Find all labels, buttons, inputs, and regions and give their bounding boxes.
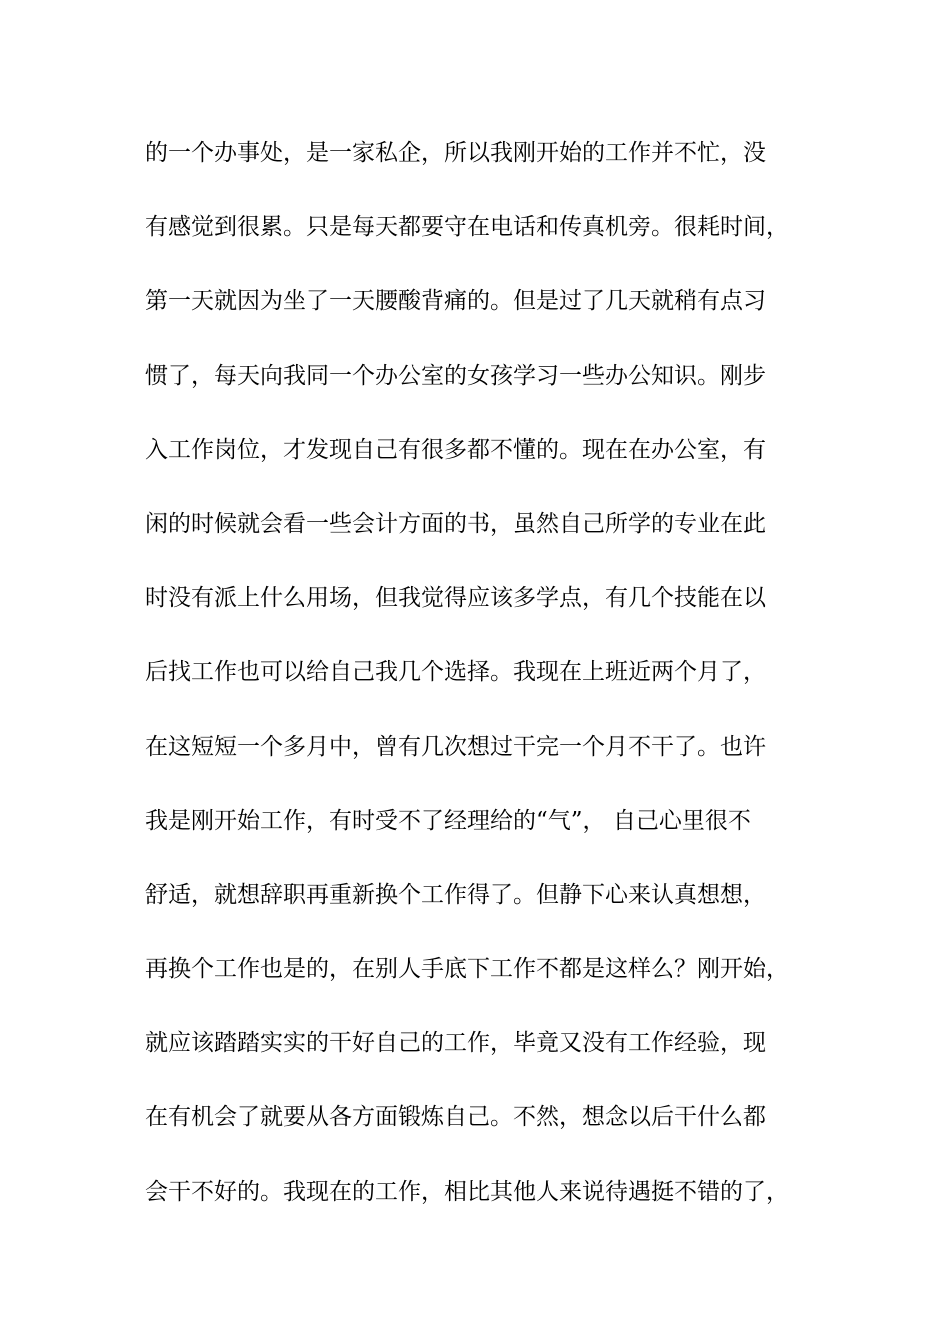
text-line: 会干不好的。我现在的工作，相比其他人来说待遇挺不错的了， [145,1178,789,1205]
text-line: 惯了，每天向我同一个办公室的女孩学习一些办公知识。刚步 [145,362,766,389]
text-line: 的一个办事处，是一家私企，所以我刚开始的工作并不忙，没 [145,140,766,166]
text-line: 第一天就因为坐了一天腰酸背痛的。但是过了几天就稍有点习 [145,288,766,315]
text-line: 舒适，就想辞职再重新换个工作得了。但静下心来认真想想， [145,881,766,908]
text-line: 再换个工作也是的，在别人手底下工作不都是这样么？刚开始， [145,956,789,983]
text-line: 后找工作也可以给自己我几个选择。我现在上班近两个月了， [145,659,766,686]
text-line: 在有机会了就要从各方面锻炼自己。不然，想念以后干什么都 [145,1104,766,1131]
text-line: 入工作岗位，才发现自己有很多都不懂的。现在在办公室，有 [145,436,766,463]
text-line: 就应该踏踏实实的干好自己的工作，毕竟又没有工作经验，现 [145,1030,766,1057]
text-line: 时没有派上什么用场，但我觉得应该多学点，有几个技能在以 [145,585,766,612]
text-line: 闲的时候就会看一些会计方面的书，虽然自己所学的专业在此 [145,510,766,537]
body-text [145,131,835,1244]
text-line: 我是刚开始工作，有时受不了经理给的“气”， 自己心里很不 [145,807,751,834]
text-line: 有感觉到很累。只是每天都要守在电话和传真机旁。很耗时间， [145,214,789,241]
text-line: 在这短短一个多月中，曾有几次想过干完一个月不干了。也许 [145,733,766,760]
